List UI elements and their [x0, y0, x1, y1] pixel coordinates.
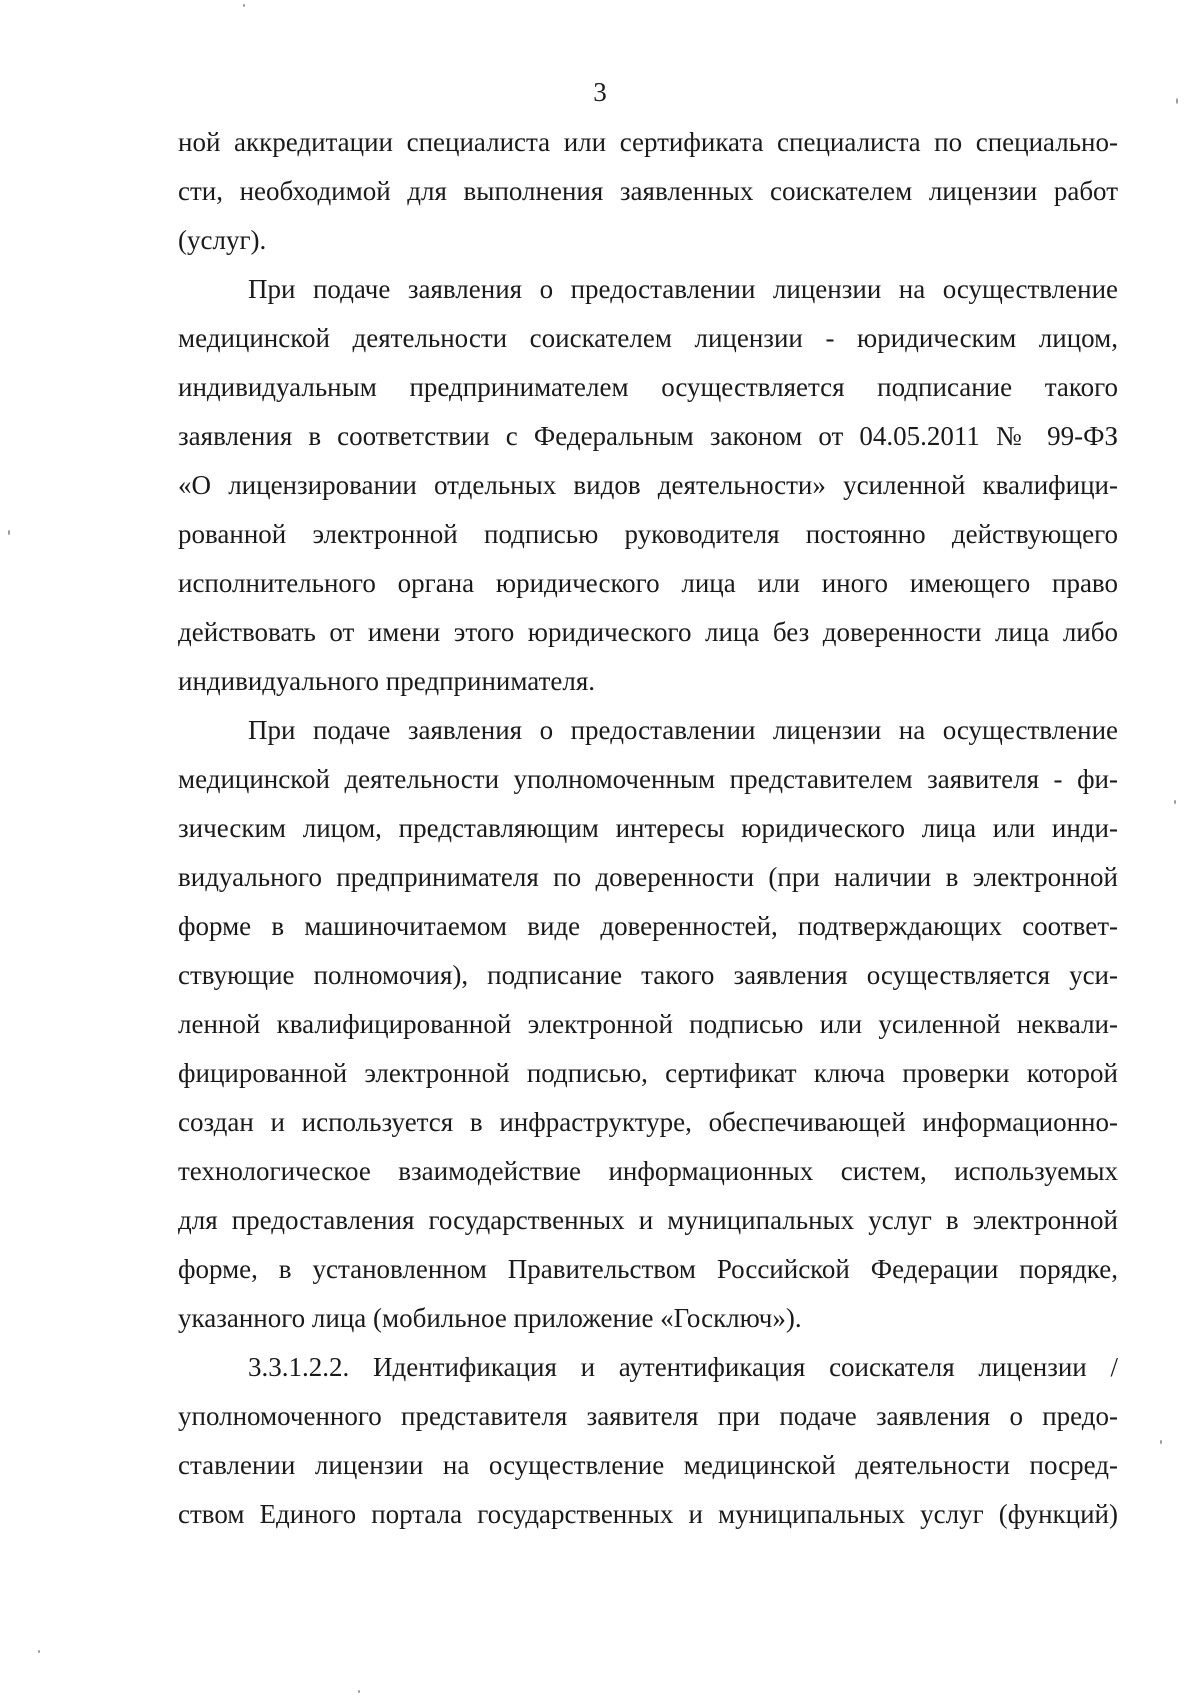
text-line: форме, в установленном Правительством Российской Федерации порядке, — [178, 1254, 1118, 1284]
text-line: для предоставления государственных и муниципальных услуг в электронной — [178, 1205, 1118, 1235]
text-line: ленной квалифицированной электронной подписью или усиленной неквали- — [178, 1009, 1118, 1039]
paragraph — [178, 706, 1118, 1343]
text-line: 3.3.1.2.2. Идентификация и аутентификация соискателя лицензии / — [248, 1352, 1118, 1382]
text-line: ставлении лицензии на осуществление медицинской деятельности посред- — [178, 1450, 1118, 1480]
text-line: заявления в соответствии с Федеральным законом от 04.05.2011 № 99-ФЗ — [178, 421, 1118, 451]
scan-speck — [1160, 1440, 1162, 1444]
paragraph — [178, 265, 1118, 706]
text-line: технологическое взаимодействие информационных систем, используемых — [178, 1156, 1118, 1186]
text-line: сти, необходимой для выполнения заявленных соискателем лицензии работ — [178, 176, 1118, 206]
text-line: форме в машиночитаемом виде доверенностей, подтверждающих соответ- — [178, 911, 1118, 941]
text-line: (услуг). — [178, 225, 267, 255]
text-line: «О лицензировании отдельных видов деятельности» усиленной квалифици- — [178, 470, 1118, 500]
text-line: ной аккредитации специалиста или сертификата специалиста по специально- — [178, 127, 1118, 157]
text-line: ством Единого портала государственных и муниципальных услуг (функций) — [178, 1499, 1118, 1529]
text-line: создан и используется в инфраструктуре, обеспечивающей информационно- — [178, 1107, 1118, 1137]
paragraph — [178, 1343, 1118, 1539]
text-line: действовать от имени этого юридического лица без доверенности лица либо — [178, 617, 1118, 647]
text-line: указанного лица (мобильное приложение «Госключ»). — [178, 1303, 802, 1333]
text-line: медицинской деятельности уполномоченным представителем заявителя - фи- — [178, 764, 1118, 794]
text-line: При подаче заявления о предоставлении лицензии на осуществление — [248, 274, 1118, 304]
text-line: ствующие полномочия), подписание такого заявления осуществляется уси- — [178, 960, 1118, 990]
text-line: индивидуального предпринимателя. — [178, 666, 595, 696]
body-text — [178, 118, 1118, 1539]
text-line: рованной электронной подписью руководителя постоянно действующего — [178, 519, 1118, 549]
scan-speck — [8, 530, 10, 535]
text-line: фицированной электронной подписью, сертификат ключа проверки которой — [178, 1058, 1118, 1088]
text-line: медицинской деятельности соискателем лицензии - юридическим лицом, — [178, 323, 1118, 353]
paragraph — [178, 118, 1118, 265]
text-line: зическим лицом, представляющим интересы юридического лица или инди- — [178, 813, 1118, 843]
scan-speck — [38, 1650, 40, 1653]
text-line: видуального предпринимателя по доверенности (при наличии в электронной — [178, 862, 1118, 892]
text-line: индивидуальным предпринимателем осуществляется подписание такого — [178, 372, 1118, 402]
text-line: При подаче заявления о предоставлении лицензии на осуществление — [248, 715, 1118, 745]
text-line: исполнительного органа юридического лица или иного имеющего право — [178, 568, 1118, 598]
scan-speck — [358, 1690, 360, 1693]
scan-speck — [243, 4, 245, 7]
scan-speck — [1176, 98, 1178, 104]
scan-speck — [1174, 800, 1176, 804]
page-number: 3 — [593, 77, 607, 107]
text-line: уполномоченного представителя заявителя при подаче заявления о предо- — [178, 1401, 1118, 1431]
